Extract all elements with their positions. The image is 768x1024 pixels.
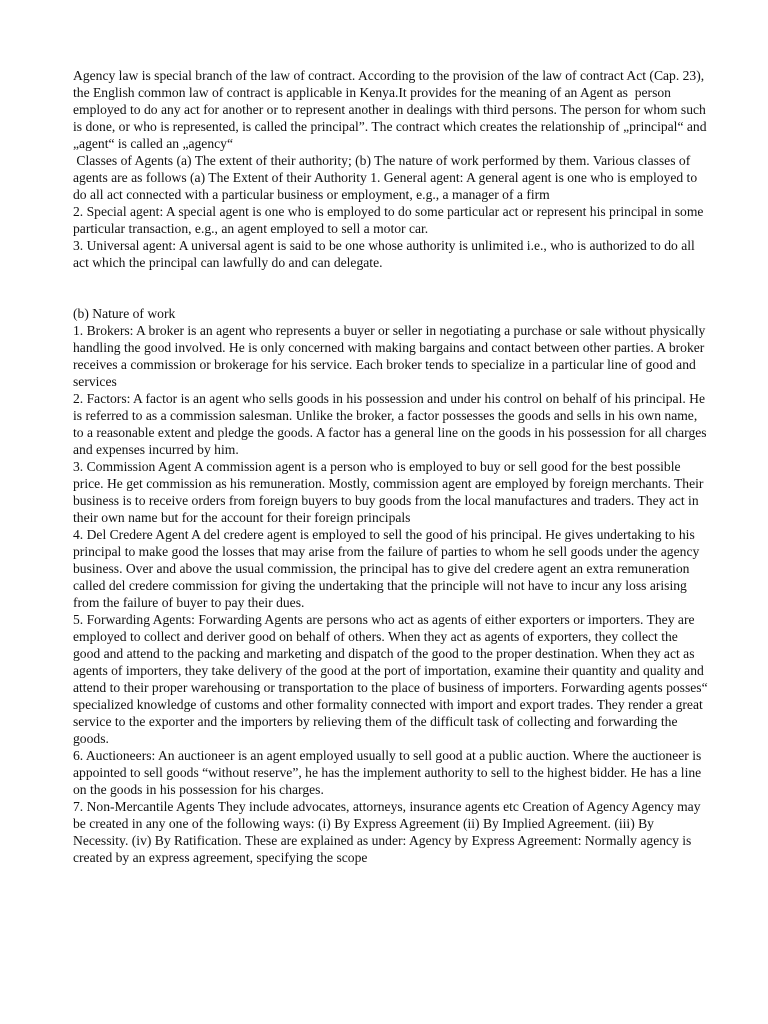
intro-paragraph: Agency law is special branch of the law of contract. According to the provision of the law of contract Act (Cap. 23), the English common law of contract is applicable in Kenya.It provides for the meaning of an Agent as person employed to do any act for another or to represent another in dealings with third persons. The person for whom such is done, or who is represented, is called the principal”. The contract which creates the relationship of „principal“ and „agent“ is called an „agency“: [73, 68, 710, 151]
special-agent-paragraph: 2. Special agent: A special agent is one who is employed to do some particular act or represent his principal in some particular transaction, e.g., an agent employed to sell a motor car.: [73, 204, 707, 236]
paragraph-gap: [73, 271, 708, 305]
auctioneers-paragraph: 6. Auctioneers: An auctioneer is an agent employed usually to sell good at a public auction. Where the auctioneer is appointed to sell goods “without reserve”, he has the implement authority to sell to the highest bidder. He has a line on the goods in his possession for his charges.: [73, 748, 705, 797]
forwarding-agents-paragraph: 5. Forwarding Agents: Forwarding Agents are persons who act as agents of either exporters or importers. They are employed to collect and deriver good on behalf of others. When they act as agents of exporters, they collect the good and attend to the packing and marketing and dispatch of the good to the proper destination. When they act as agents of importers, they take delivery of the good at the port of importation, examine their quantity and quality and attend to their proper warehousing or transportation to the place of business of importers. Forwarding agents posses“ specialized knowledge of customs and other formality connected with import and export trades. They render a great service to the exporter and the importers by relieving them of the difficult task of collecting and forwarding the goods.: [73, 612, 712, 746]
del-credere-agent-paragraph: 4. Del Credere Agent A del credere agent is employed to sell the good of his principal. He gives undertaking to his principal to make good the losses that may arise from the failure of parties to whom he sell goods under the agency business. Over and above the usual commission, the principal has to give del credere agent an extra remuneration called del credere commission for giving the undertaking that the principle will not have to incur any loss arising from the failure of buyer to pay their dues.: [73, 527, 703, 610]
commission-agent-paragraph: 3. Commission Agent A commission agent is a person who is employed to buy or sell good for the best possible price. He get commission as his remuneration. Mostly, commission agent are employed by foreign merchants. Their business is to receive orders from foreign buyers to buy goods from the local manufactures and traders. They act in their own name but for the account for their foreign principals: [73, 459, 707, 525]
brokers-paragraph: 1. Brokers: A broker is an agent who represents a buyer or seller in negotiating a purchase or sale without physically handling the good involved. He is only concerned with making bargains and contact between other parties. A broker receives a commission or brokerage for his service. Each broker tends to specialize in a particular line of good and services: [73, 323, 709, 389]
factors-paragraph: 2. Factors: A factor is an agent who sells goods in his possession and under his control on behalf of his principal. He is referred to as a commission salesman. Unlike the broker, a factor possesses the goods and sells in his own name, to a reasonable extent and pledge the goods. A factor has a general line on the goods in his possession for all charges and expenses incurred by him.: [73, 391, 710, 457]
nature-of-work-heading: (b) Nature of work: [73, 306, 176, 321]
non-mercantile-agents-paragraph: 7. Non-Mercantile Agents They include advocates, attorneys, insurance agents etc Creation of Agency Agency may be created in any one of the following ways: (i) By Express Agreement (ii) By Implied Agreement. (iii) By Necessity. (iv) By Ratification. These are explained as under: Agency by Express Agreement: Normally agency is created by an express agreement, specifying the scope: [73, 799, 704, 865]
universal-agent-paragraph: 3. Universal agent: A universal agent is said to be one whose authority is unlimited i.e., who is authorized to do all act which the principal can lawfully do and can delegate.: [73, 238, 699, 270]
classes-of-agents-paragraph: Classes of Agents (a) The extent of their authority; (b) The nature of work performed by them. Various classes of agents are as follows (a) The Extent of their Authority 1. General agent: A general agent is one who is employed to do all act connected with a particular business or employment, e.g., a manager of a firm: [73, 153, 701, 202]
